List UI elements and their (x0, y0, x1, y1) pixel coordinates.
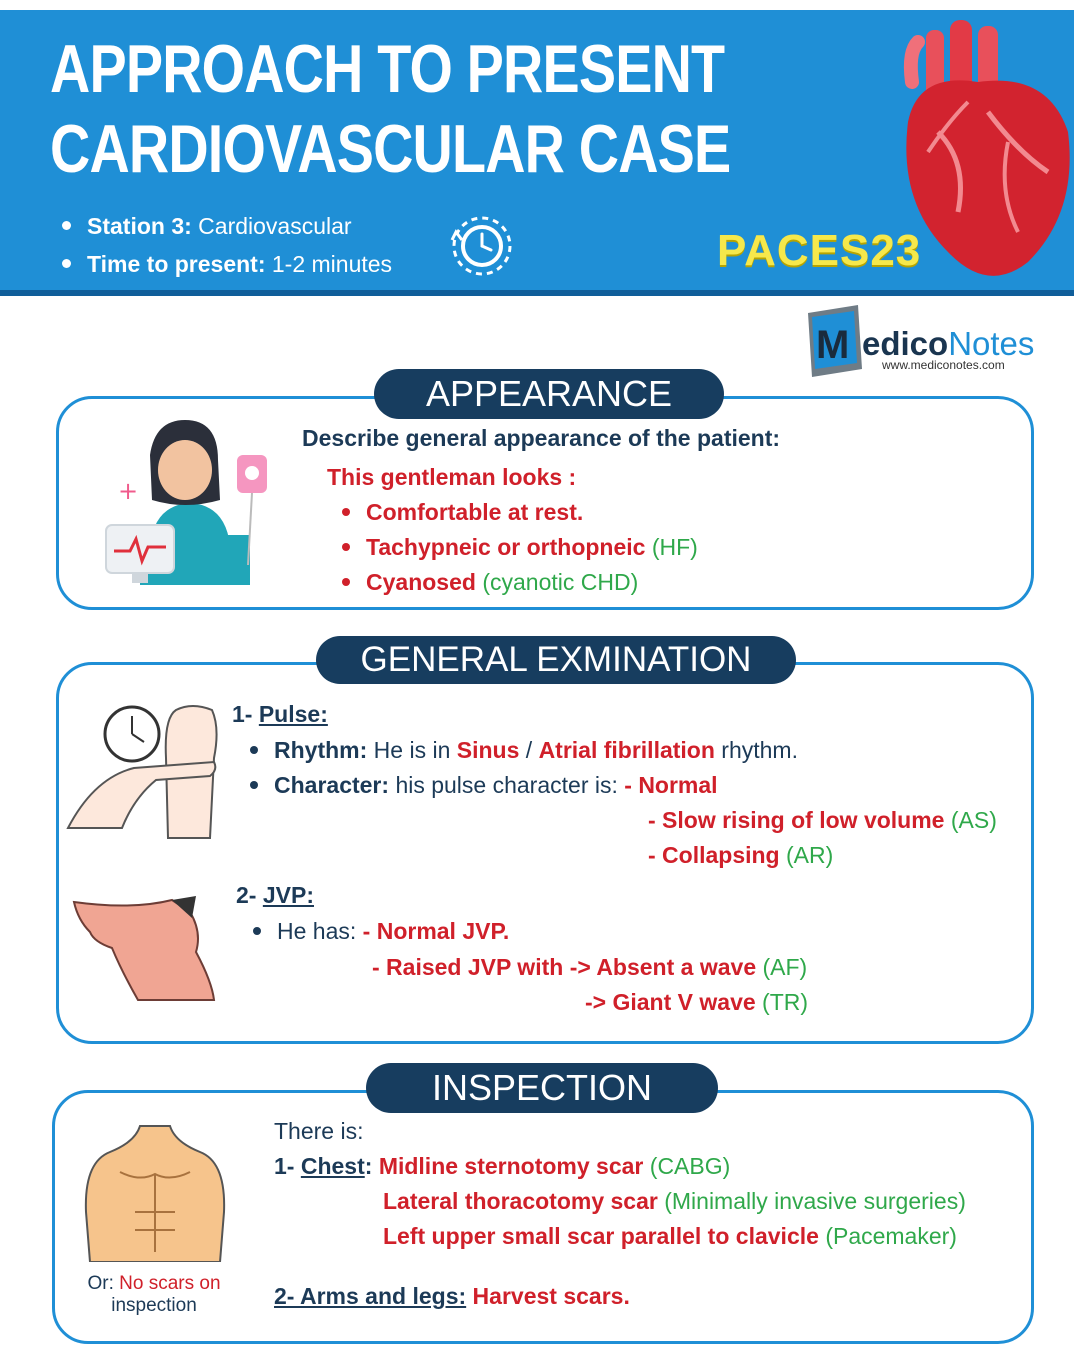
jvp-option: - Raised JVP with -> Absent a wave (AF) (372, 954, 808, 980)
chest-icon (80, 1122, 230, 1262)
time-info: Time to present: 1-2 minutes (62, 251, 392, 278)
svg-text:+: + (118, 477, 139, 505)
general-exam-heading: GENERAL EXMINATION (316, 636, 796, 684)
chest-line: 1- Chest: Midline sternotomy scar (CABG) (274, 1153, 731, 1179)
mediconotes-logo-icon (800, 303, 866, 381)
appearance-item: Comfortable at rest. (342, 499, 583, 526)
character-option: - Collapsing (AR) (648, 842, 834, 868)
scar-item: Lateral thoracotomy scar (Minimally invasive surgeries) (383, 1188, 966, 1214)
character-line: Character: his pulse character is: - Normal (250, 772, 718, 799)
character-option: - Slow rising of low volume (AS) (648, 807, 997, 833)
inspection-heading: INSPECTION (366, 1063, 718, 1113)
clock-icon (442, 210, 520, 280)
station-info: Station 3: Cardiovascular (62, 213, 352, 240)
page-title-line2: CARDIOVASCULAR CASE (50, 111, 731, 187)
arms-legs-line: 2- Arms and legs: Harvest scars. (274, 1283, 630, 1309)
pulse-check-icon (64, 698, 224, 843)
rhythm-line: Rhythm: He is in Sinus / Atrial fibrillation rhythm. (250, 737, 798, 764)
jvp-option: -> Giant V wave (TR) (585, 989, 809, 1015)
inspection-intro: There is: (274, 1118, 364, 1144)
jvp-line: He has: - Normal JVP. (253, 918, 509, 945)
mediconotes-logo: edicoNotes (862, 325, 1035, 362)
pulse-heading: 1- Pulse: (232, 701, 328, 727)
svg-text:M: M (816, 323, 850, 367)
paces-badge: PACES23 (717, 226, 922, 275)
appearance-lead: This gentleman looks : (327, 464, 577, 490)
appearance-item: Tachypneic or orthopneic (HF) (342, 534, 698, 561)
no-scars-caption: Or: No scars on inspection (87, 1273, 221, 1316)
neck-icon (72, 892, 224, 1002)
jvp-heading: 2- JVP: (236, 882, 314, 908)
appearance-item: Cyanosed (cyanotic CHD) (342, 569, 638, 596)
logo-url: www.mediconotes.com (882, 358, 1005, 372)
appearance-heading: APPEARANCE (374, 369, 724, 419)
scar-item: Left upper small scar parallel to clavicle (Pacemaker) (383, 1223, 957, 1249)
appearance-intro: Describe general appearance of the patient: (302, 425, 781, 451)
patient-icon (100, 415, 275, 587)
page-title-line1: APPROACH TO PRESENT (50, 31, 725, 107)
